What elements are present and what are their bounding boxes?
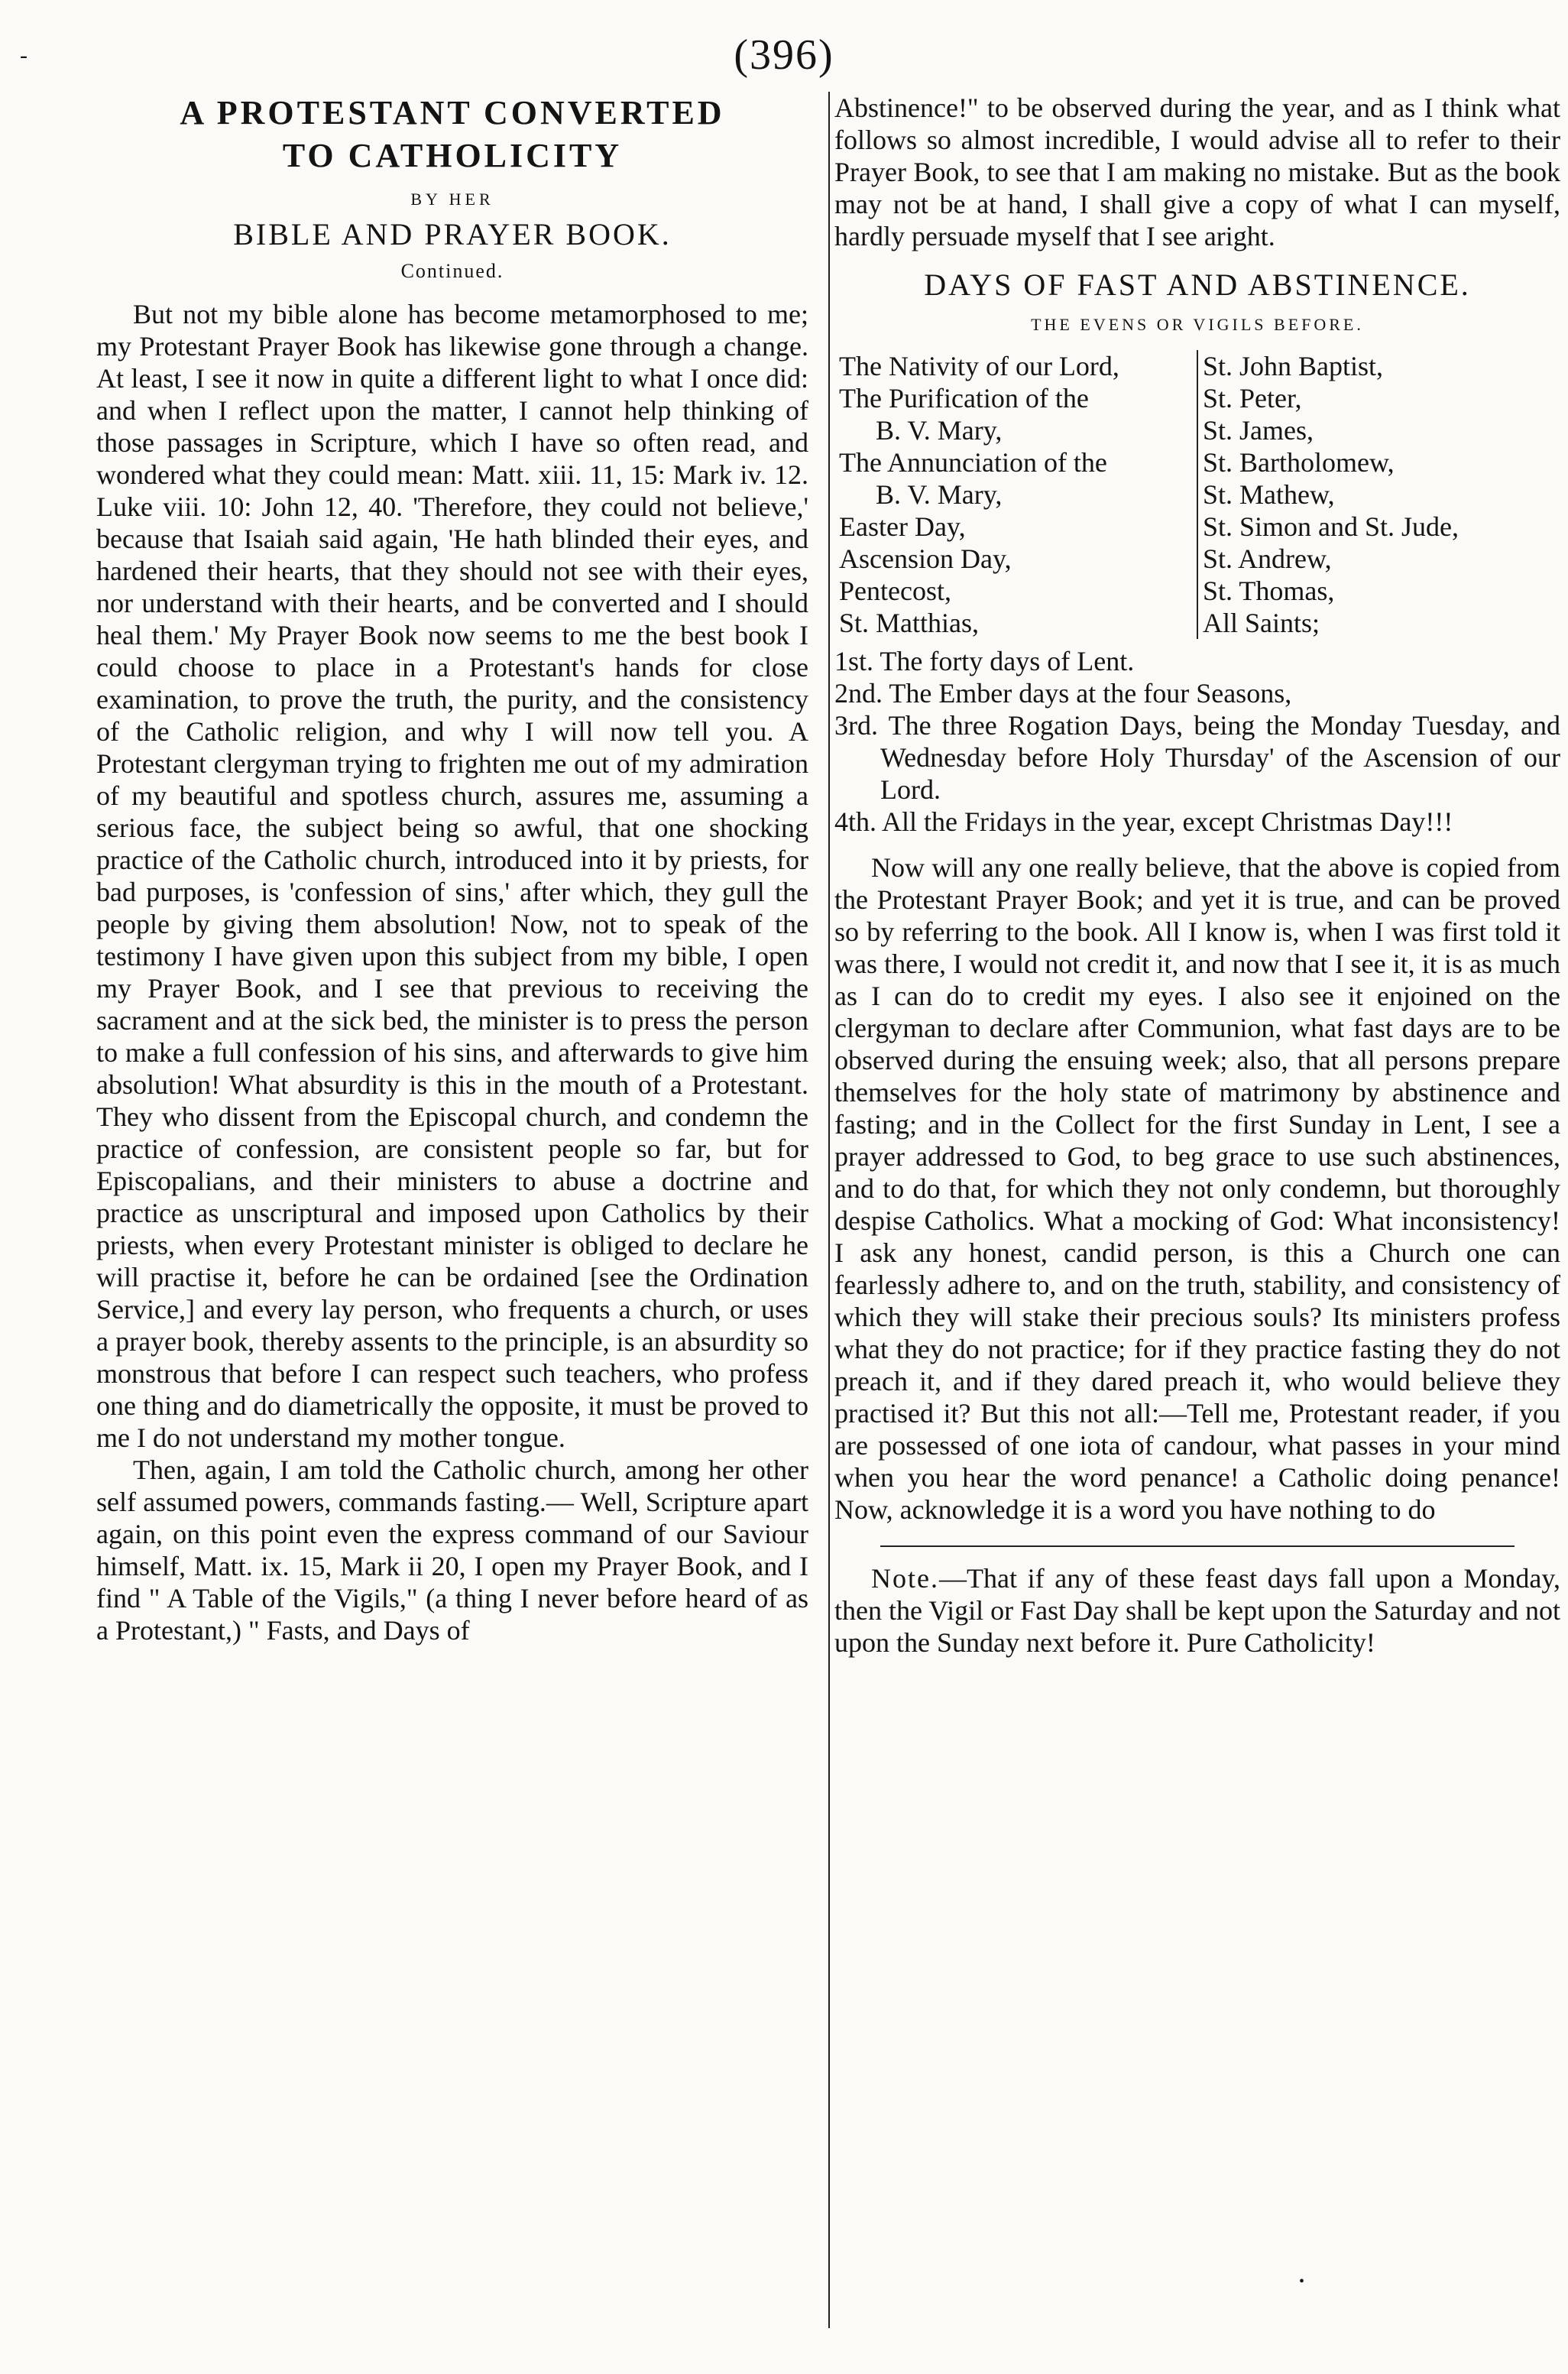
vigil-cell: The Annunciation of the [834,446,1197,478]
corner-mark: - [20,43,28,68]
page-number: (396) [734,31,834,79]
vigils-row [834,414,1560,446]
vigil-cell: St. Mathew, [1203,479,1335,510]
note-text: —That if any of these feast days fall upon a Monday, then the Vigil or Fast Day shall be kept upon the Saturday and not upon the Sunday next before it. Pure Catholicity! [834,1563,1561,1658]
fast-item-1: 1st. The forty days of Lent. [834,646,1135,676]
vigils-row [834,350,1560,382]
vigils-table [834,350,1560,639]
vigil-cell: St. Peter, [1203,383,1302,414]
vigils-row [834,511,1560,543]
left-column [96,92,808,2328]
vigil-cell: St. Thomas, [1203,576,1335,606]
vigil-cell: Pentecost, [834,575,1197,607]
end-mark: • [1299,2273,1305,2290]
vigil-cell: The Purification of the [834,382,1197,414]
vigil-cell: St. Andrew, [1203,543,1332,574]
fast-item-4: 4th. All the Fridays in the year, except Christmas Day!!! [834,806,1453,837]
vigils-row [834,607,1560,639]
section-title: DAYS OF FAST AND ABSTINENCE. [924,268,1471,302]
section-divider [880,1545,1515,1547]
article-byline: BY HER [410,190,494,209]
vigils-row [834,382,1560,414]
commentary-paragraph: Now will any one really believe, that the above is copied from the Protestant Prayer Book; and yet it is true, and can be proved so by referring to the book. All I know is, when I was first told it was there, I would not credit it, and now that I see it, it is as much as I can do to credit my eyes. I also see it enjoined on the clergyman to declare after Communion, what fast days are to be observed during the ensuing week; also, that all persons prepare themselves for the holy state of matrimony by abstinence and fasting; and in the Collect for the first Sunday in Lent, I see a prayer addressed to God, to beg grace to use such abstinences, and to do that, for which they not only condemn, but thoroughly despise Catholics. What a mocking of God: What inconsistency! I ask any honest, candid person, is this a Church one can fearlessly adhere to, and on the truth, stability, and consistency of which they will stake their precious souls? Its ministers profess what they do not practice; for if they practice fasting they do not preach it, and if they dared preach it, who would believe they practised it? But this not all:—Tell me, Protestant reader, if you are possessed of one iota of candour, what passes in your mind when you hear the word penance! a Catholic doing penance! Now, acknowledge it is a word you have nothing to do [834,852,1560,1525]
article-title-line-2: TO CATHOLICITY [282,137,623,174]
right-column [828,92,1560,2328]
continued-label: Continued. [400,260,504,282]
vigil-cell: St. Bartholomew, [1203,447,1395,478]
section-subtitle: THE EVENS OR VIGILS BEFORE. [1031,315,1364,334]
article-paragraph-1: But not my bible alone has become metamorphosed to me; my Protestant Prayer Book has likewise gone through a change. At least, I see it now in quite a different light to what I once did: and when I reflect upon the matter, I cannot help thinking of those passages in Scripture, which I have so often read, and wondered what they could mean: Matt. xiii. 11, 15: Mark iv. 12. Luke viii. 10: John 12, 40. 'Therefore, they could not believe,' because that Isaiah said again, 'He hath blinded their eyes, and hardened their hearts, that they should not see with their eyes, nor understand with their hearts, and be converted and I should heal them.' My Prayer Book now seems to me the best book I could choose to place in a Protestant's hands for close examination, to prove the truth, the purity, and the consistency of the Catholic religion, and why I will now tell you. A Protestant clergyman trying to frighten me out of my admiration of my beautiful and spotless church, assures me, assuming a serious face, the subject being so awful, that one shocking practice of the Catholic church, introduced into it by priests, for bad purposes, is 'confession of sins,' after which, they gull the people by giving them absolution! Now, not to speak of the testimony I have given upon this subject from my bible, I open my Prayer Book, and I see that previous to receiving the sacrament and at the sick bed, the minister is to press the person to make a full confession of his sins, and afterwards to give him absolution! What absurdity is this in the mouth of a Protestant. They who dissent from the Episcopal church, and condemn the practice of confession, are consistent people so far, but for Episcopalians, and their ministers to abuse a doctrine and practice as unscriptural and imposed upon Catholics by their priests, when every Protestant minister is obliged to declare he will practise it, before he can be ordained [see the Ordination Service,] and every lay person, who frequents a church, or uses a prayer book, thereby assents to the principle, is an absurdity so monstrous that before I can respect such teachers, who profess one thing and do diametrically the opposite, it must be proved to me I do not understand my mother tongue. [96,299,808,1453]
vigils-row [834,478,1560,511]
note-label: Note. [871,1563,939,1594]
vigils-row [834,543,1560,575]
vigil-cell: St. Simon and St. Jude, [1203,511,1459,542]
vigils-row [834,575,1560,607]
vigils-row [834,446,1560,478]
vigil-cell: St. James, [1203,415,1314,446]
article-subtitle: BIBLE AND PRAYER BOOK. [233,217,672,251]
vigil-cell: Easter Day, [834,511,1197,543]
fast-item-2: 2nd. The Ember days at the four Seasons, [834,678,1292,709]
vigil-cell: St. Matthias, [834,607,1197,639]
vigil-cell: B. V. Mary, [834,478,1197,511]
vigil-cell: St. John Baptist, [1203,351,1384,381]
vigil-cell: B. V. Mary, [834,414,1197,446]
fast-item-3: 3rd. The three Rogation Days, being the Monday Tuesday, and Wednesday before Holy Thursday' of the Ascension of our Lord. [834,710,1560,805]
article-title-line-1: A PROTESTANT CONVERTED [180,94,725,131]
vigil-cell: The Nativity of our Lord, [834,350,1197,382]
article-paragraph-2: Then, again, I am told the Catholic church, among her other self assumed powers, commands fasting.— Well, Scripture apart again, on this point even the express command of our Saviour himself, Matt. ix. 15, Mark ii 20, I open my Prayer Book, and I find " A Table of the Vigils," (a thing I never before heard of as a Protestant,) " Fasts, and Days of [96,1455,808,1646]
vigil-cell: All Saints; [1203,608,1320,638]
note-paragraph [834,1562,1560,1659]
vigil-cell: Ascension Day, [834,543,1197,575]
continuation-paragraph: Abstinence!" to be observed during the year, and as I think what follows so almost incredible, I would advise all to refer to their Prayer Book, to see that I am making no mistake. But as the book may not be at hand, I shall give a copy of what I can myself, hardly persuade myself that I see aright. [834,92,1560,251]
